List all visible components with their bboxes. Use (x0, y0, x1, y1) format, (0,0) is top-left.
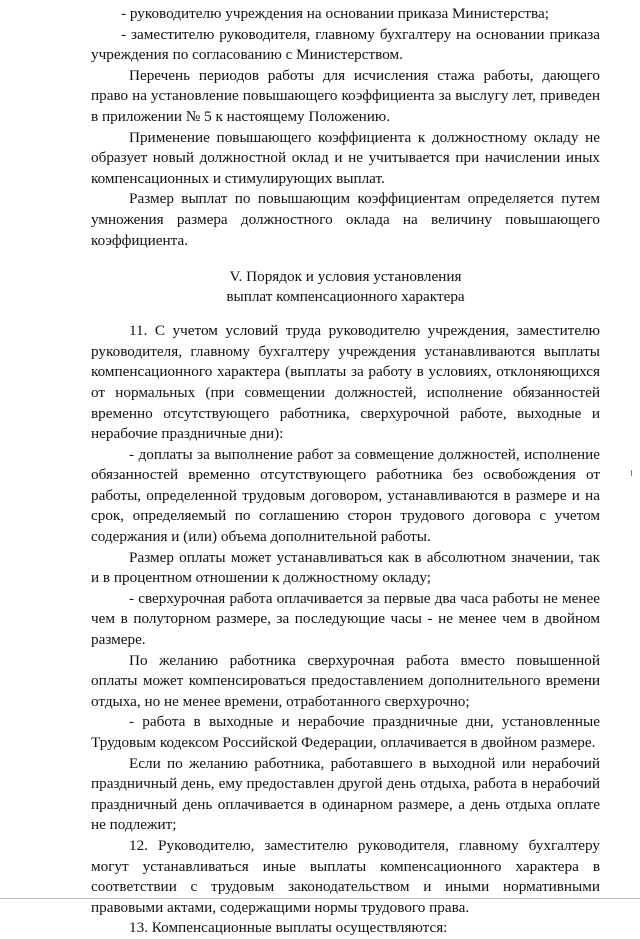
section-heading (91, 267, 600, 307)
paragraph: Применение повышающего коэффициента к должностному окладу не образует новый должностной оклад и не учитывается при начислении иных компенсационных и стимулирующих выплат. (91, 128, 600, 187)
paragraph: По желанию работника сверхурочная работа вместо повышенной оплаты может компенсироваться предоставлением дополнительного времени отдыха, но не менее времени, отработанного сверхурочно; (91, 651, 600, 710)
paragraph: Размер оплаты может устанавливаться как в абсолютном значении, так и в процентном отношении к должностному окладу; (91, 548, 600, 587)
document-body (91, 4, 600, 939)
paragraph: - сверхурочная работа оплачивается за первые два часа работы не менее чем в полуторном размере, за последующие часы - не менее чем в двойном размере. (91, 589, 600, 649)
section-heading-line-2: выплат компенсационного характера (226, 288, 465, 306)
paragraph: - доплаты за выполнение работ за совмещение должностей, исполнение обязанностей временно отсутствующего работника без освобождения от работы, определенной трудовым договором, устанавливаются в размере и на срок, определяемый по соглашению сторон трудового договора с учетом содержания и (или) объема дополнительной работы. (91, 445, 600, 546)
paragraph: Размер выплат по повышающим коэффициентам определяется путем умножения размера должностного оклада на величину повышающего коэффициента. (91, 190, 600, 249)
scan-artifact-mark (631, 470, 632, 476)
page-bottom-edge (0, 898, 640, 899)
paragraph: 12. Руководителю, заместителю руководителя, главному бухгалтеру могут устанавливаться иные выплаты компенсационного характера в соответствии с трудовым законодательством и иными нормативными правовыми актами, содержащими нормы трудового права. (91, 836, 600, 916)
paragraph: 13. Компенсационные выплаты осуществляются: (129, 919, 448, 937)
section-heading-line-1: V. Порядок и условия установления (229, 268, 462, 286)
paragraph: Если по желанию работника, работавшего в выходной или нерабочий праздничный день, ему предоставлен другой день отдыха, работа в нерабочий праздничный день оплачивается в одинарном размере, а день отдыха оплате не подлежит; (91, 754, 600, 834)
paragraph: - работа в выходные и нерабочие праздничные дни, установленные Трудовым кодексом Российской Федерации, оплачивается в двойном размере. (91, 713, 600, 751)
paragraph: - руководителю учреждения на основании приказа Министерства; (121, 5, 549, 22)
paragraph: Перечень периодов работы для исчисления стажа работы, дающего право на установление повышающего коэффициента за выслугу лет, приведен в приложении № 5 к настоящему Положению. (91, 66, 600, 125)
paragraph: 11. С учетом условий труда руководителю учреждения, заместителю руководителя, главному бухгалтеру учреждения устанавливаются выплаты компенсационного характера (выплаты за работу в условиях, отклоняющихся от нормальных (при совмещении должностей, исполнение обязанностей временно отсутствующего работника, сверхурочной работе, выходные и нерабочие праздничные дни): (91, 322, 600, 443)
paragraph: - заместителю руководителя, главному бухгалтеру на основании приказа учреждения по согласованию с Министерством. (91, 25, 600, 64)
